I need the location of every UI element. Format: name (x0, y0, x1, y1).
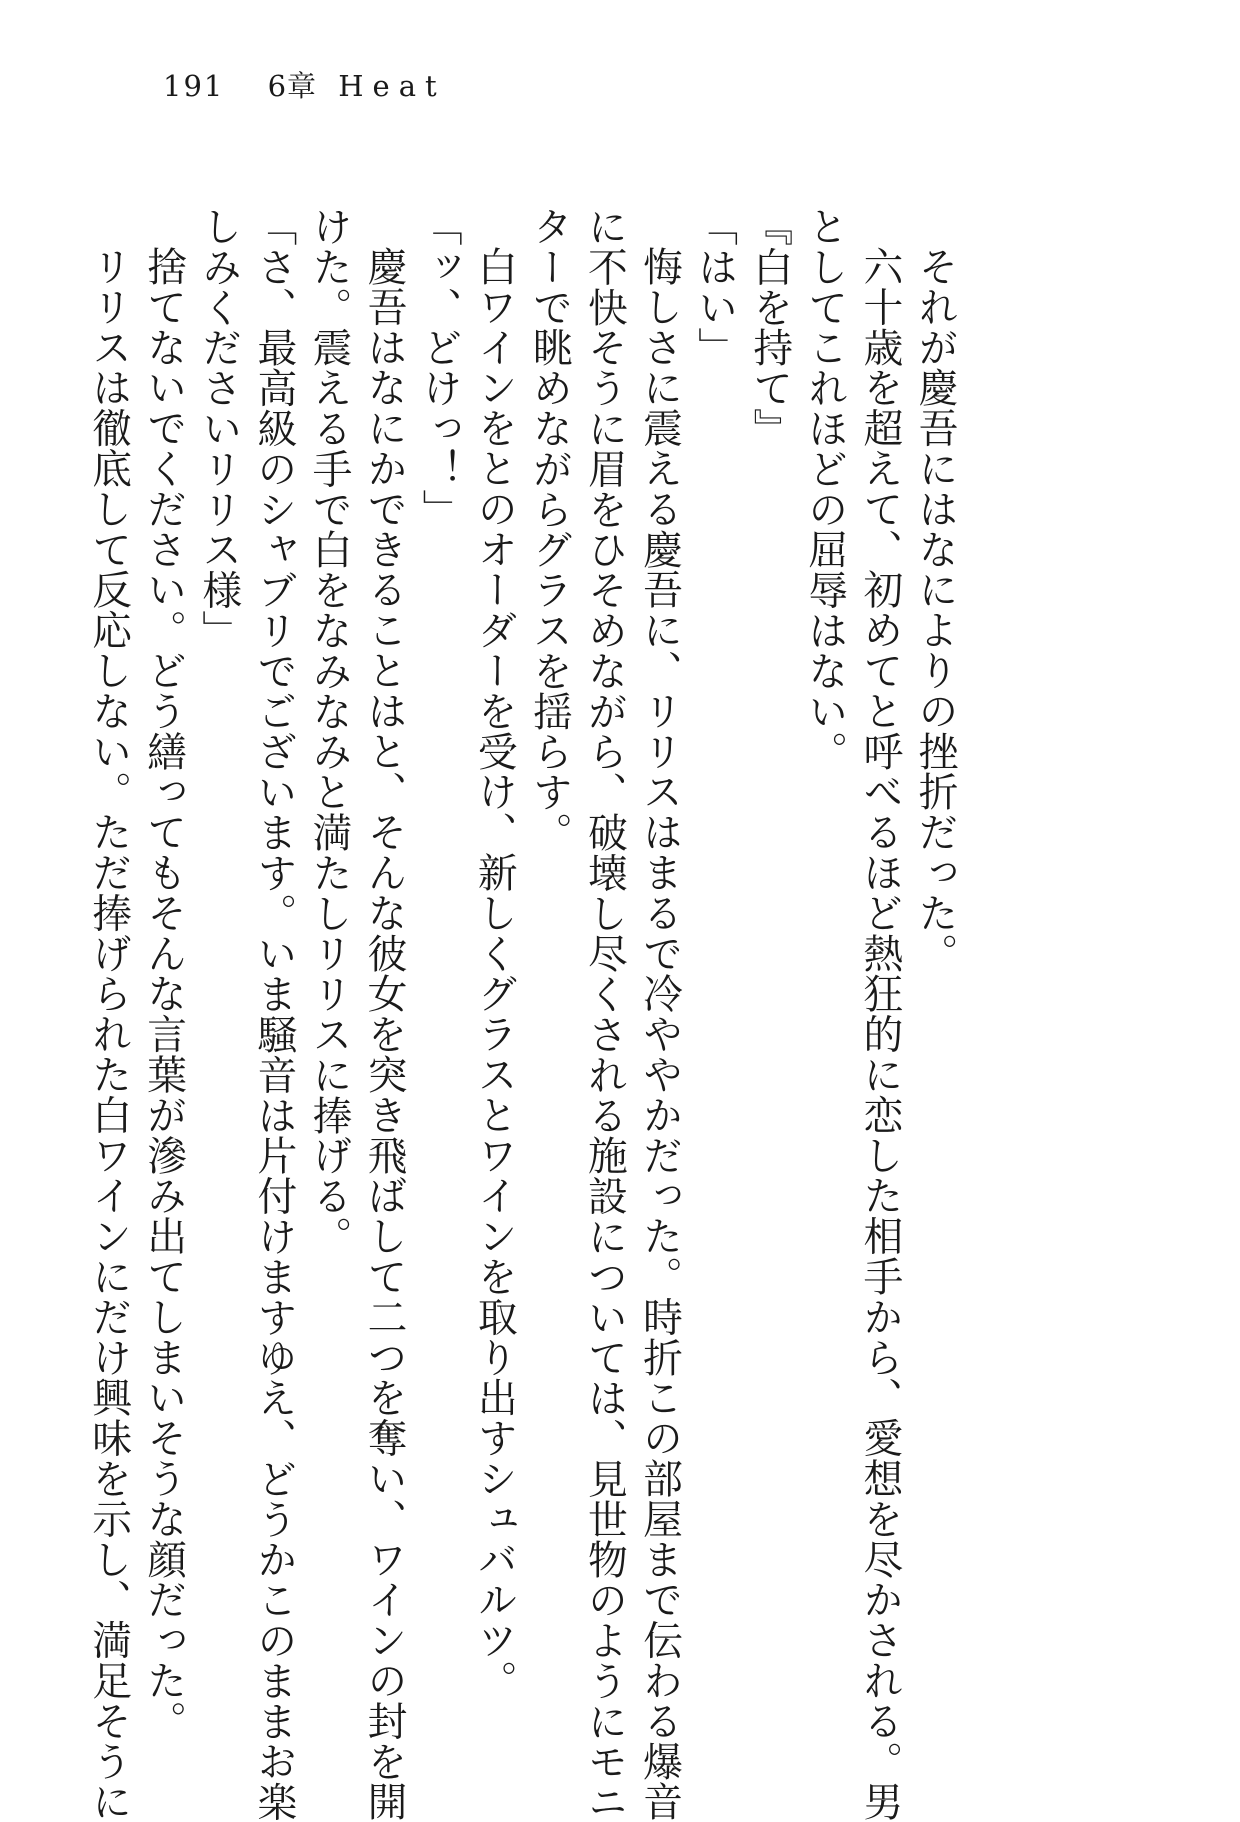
text-line: に不快そうに眉をひそめながら、破壊し尽くされる施設については、見世物のようにモニ (581, 206, 628, 1822)
chapter-number: 6章 (267, 69, 318, 103)
text-line: 慶吾はなにかできることはと、そんな彼女を突き飛ばして二つを奪い、ワインの封を開 (361, 245, 408, 1822)
text-line: 「さ、最高級のシャブリでございます。いま騒音は片付けますゆえ、どうかこのままお楽 (250, 206, 297, 1822)
text-line: それが慶吾にはなによりの挫折だった。 (912, 245, 958, 973)
text-line: 「ッ、どけっ！」 (416, 206, 463, 530)
text-line: しみくださいリリス様」 (195, 206, 242, 651)
page-number: 191 (163, 69, 225, 103)
chapter-title: Heat (338, 69, 446, 103)
text-line: リリスは徹底して反応しない。ただ捧げられた白ワインにだけ興味を示し、満足そうに (85, 245, 132, 1822)
text-line: 「はい」 (691, 206, 738, 368)
vertical-body-text (85, 206, 962, 1822)
text-line: ターで眺めながらグラスを揺らす。 (526, 206, 573, 853)
text-line: 六十歳を超えて、初めてと呼べるほど熱狂的に恋した相手から、愛想を尽かされる。男 (856, 245, 903, 1822)
text-line: 悔しさに震える慶吾に、リリスはまるで冷ややかだった。時折この部屋まで伝わる爆音 (636, 245, 683, 1822)
text-line: としてこれほどの屈辱はない。 (801, 206, 848, 772)
text-line: 白ワインをとのオーダーを受け、新しくグラスとワインを取り出すシュバルツ。 (471, 245, 518, 1701)
text-line: 捨てないでください。どう繕ってもそんな言葉が滲み出てしまいそうな顔だった。 (140, 245, 187, 1741)
text-line: けた。震える手で白をなみなみと満たしリリスに捧げる。 (305, 206, 352, 1257)
running-header (163, 64, 446, 105)
text-line: 『白を持て』 (746, 206, 793, 449)
